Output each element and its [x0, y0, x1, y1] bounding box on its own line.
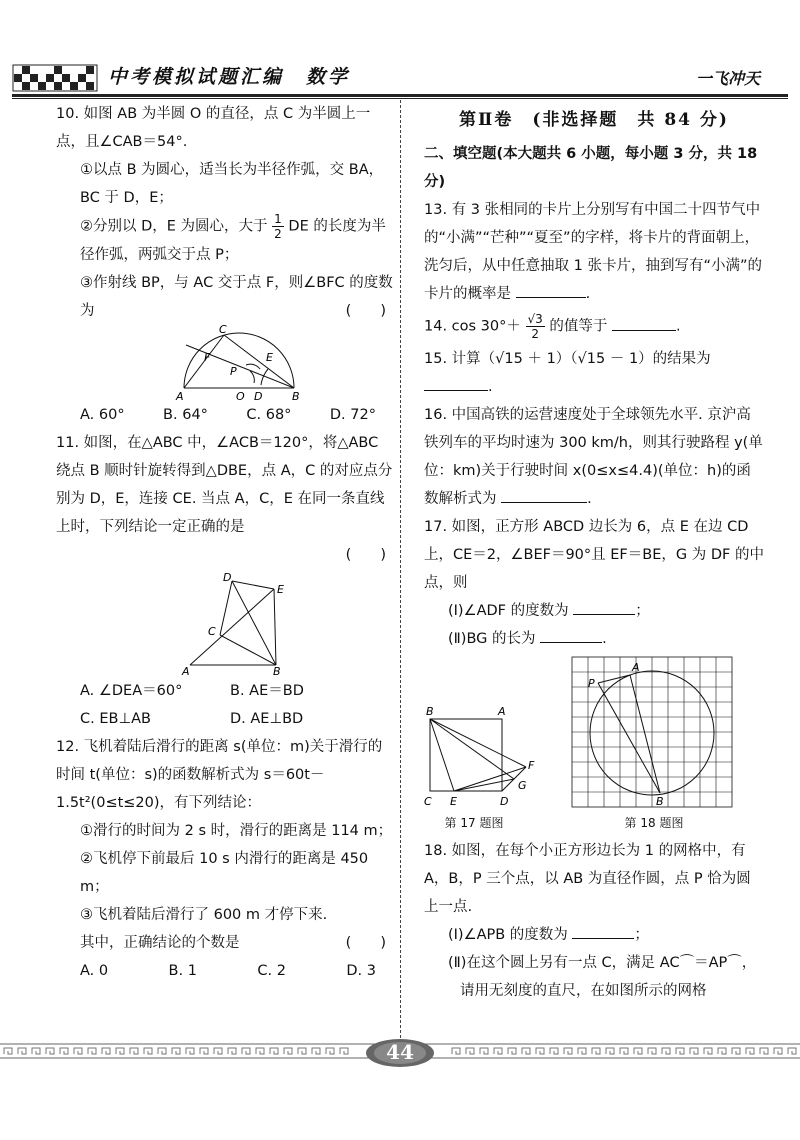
- ornament-key: [774, 1048, 782, 1054]
- q18-stem: 18. 如图，在每个小正方形边长为 1 的网格中，有 A，B，P 三个点，以 AB 为直径作圆，点 P 恰为圆上一点.: [424, 843, 751, 915]
- ornament-key: [746, 1048, 754, 1054]
- q18-label-P: P: [588, 677, 595, 690]
- ornament-key: [648, 1048, 656, 1054]
- q10-choice-b: B. 64°: [163, 407, 208, 423]
- q10-fraction: [272, 212, 284, 241]
- q10-label-D: D: [254, 390, 263, 401]
- q14-pre: 14. cos 30°＋: [424, 318, 521, 335]
- question-13: 13. 有 3 张相同的卡片上分别写有中国二十四节气中的“小满”“芒种”“夏至”的字样，将卡片的背面朝上，洗匀后，从中任意抽取 1 张卡片，抽到写有“小满”的卡片的概率是 .: [424, 202, 762, 302]
- q11-label-D: D: [223, 571, 232, 584]
- ornament-key: [46, 1048, 54, 1054]
- q14-frac-num: √3: [527, 312, 543, 326]
- q18-label-B: B: [656, 795, 664, 808]
- q12-choice-a: A. 0: [80, 963, 109, 979]
- header-brand: 一飞冲天: [695, 69, 760, 88]
- ornament-key: [214, 1048, 222, 1054]
- q17-label-G: G: [518, 779, 527, 792]
- question-18: [424, 837, 764, 1005]
- ornament-key: [690, 1048, 698, 1054]
- q14-fraction: [526, 312, 545, 341]
- q11-choice-c: C. EB⊥AB: [80, 711, 151, 727]
- q10-choices: [56, 401, 396, 429]
- q17-label-E: E: [450, 795, 457, 808]
- column-divider: [400, 100, 402, 1038]
- q12-conclusion-2: ②飞机停下前最后 10 s 内滑行的距离是 450 m；: [80, 851, 369, 895]
- question-11: [56, 429, 396, 733]
- ornament-key: [550, 1048, 558, 1054]
- q17-label-C: C: [424, 795, 432, 808]
- q14-post: 的值等于: [549, 318, 608, 335]
- ornament-key: [760, 1048, 768, 1054]
- ornament-key: [494, 1048, 502, 1054]
- ornament-key: [88, 1048, 96, 1054]
- q17-part1-text: (Ⅰ)∠ADF 的度数为: [448, 603, 569, 619]
- q15-text: 15. 计算（√15 ＋ 1）（√15 － 1）的结果为: [424, 351, 711, 367]
- q12-conclusion-3: ③飞机着陆后滑行了 600 m 才停下来.: [80, 907, 328, 923]
- q10-step1: ①以点 B 为圆心，适当长为半径作弧，交 BA，BC 于 D，E；: [80, 162, 384, 206]
- q10-choice-d: D. 72°: [329, 407, 376, 423]
- q11-label-E: E: [277, 583, 284, 596]
- header-rule-thin: [12, 98, 788, 99]
- q12-choice-c: C. 2: [257, 963, 286, 979]
- ornament-key: [60, 1048, 68, 1054]
- q15-answer-blank[interactable]: [424, 374, 488, 391]
- ornament-key: [284, 1048, 292, 1054]
- ornament-key: [536, 1048, 544, 1054]
- q11-label-C: C: [208, 625, 216, 638]
- q18-caption: 第 18 题图: [624, 816, 684, 830]
- ornament-key: [144, 1048, 152, 1054]
- ornament-key: [326, 1048, 334, 1054]
- ornament-key: [270, 1048, 278, 1054]
- q18-part1-text: (Ⅰ)∠APB 的度数为: [448, 927, 568, 943]
- ornament-key: [186, 1048, 194, 1054]
- q10-frac-num: 1: [274, 212, 282, 226]
- q12-conclusion-1: ①滑行的时间为 2 s 时，滑行的距离是 114 m；: [80, 823, 393, 839]
- question-17: [424, 513, 764, 653]
- ornament-key: [578, 1048, 586, 1054]
- q17-figure-square: [424, 705, 564, 825]
- q17-part2-text: (Ⅱ)BG 的长为: [448, 631, 536, 647]
- left-column: [56, 100, 396, 985]
- q10-label-B: B: [292, 390, 300, 401]
- header-rule: [12, 94, 788, 97]
- ornament-key: [662, 1048, 670, 1054]
- ornament-key: [158, 1048, 166, 1054]
- q17-caption: 第 17 题图: [444, 816, 504, 830]
- q12-choices: [56, 957, 396, 985]
- q10-step3: [56, 269, 396, 325]
- q10-label-E: E: [266, 351, 273, 364]
- q10-step3-text: ③作射线 BP，与 AC 交于点 F，则∠BFC 的度数为: [80, 275, 393, 319]
- q10-label-F: F: [204, 351, 211, 364]
- ornament-key: [116, 1048, 124, 1054]
- q10-frac-den: 2: [274, 227, 282, 241]
- q11-stem: 11. 如图，在△ABC 中，∠ACB＝120°，将△ABC 绕点 B 顺时针旋转得到△DBE，点 A，C 的对应点分别为 D，E，连接 CE. 当点 A，C，E 在同一条直线上时，下列结论一定正确的是: [56, 435, 393, 535]
- ornament-key: [18, 1048, 26, 1054]
- ornament-key: [620, 1048, 628, 1054]
- q18-figure-grid: [568, 653, 736, 813]
- ornament-key: [732, 1048, 740, 1054]
- ornament-key: [452, 1048, 460, 1054]
- ornament-key: [340, 1048, 348, 1054]
- ornament-key: [718, 1048, 726, 1054]
- q10-step2-pre: ②分别以 D，E 为圆心，大于: [80, 218, 268, 235]
- q11-choice-d: D. AE⊥BD: [230, 711, 304, 727]
- q11-choice-a: A. ∠DEA＝60°: [80, 683, 183, 699]
- q11-figure-rotation: [56, 569, 396, 677]
- q10-label-C: C: [219, 325, 227, 336]
- ornament-key: [200, 1048, 208, 1054]
- ornament-key: [592, 1048, 600, 1054]
- q17-part1: (Ⅰ)∠ADF 的度数为 ；: [424, 597, 764, 625]
- ornament-key: [130, 1048, 138, 1054]
- question-14: 14. cos 30°＋ $\frac{√3}{2}$ 的值等于 .: [424, 312, 681, 341]
- ornament-key: [32, 1048, 40, 1054]
- ornament-key: [676, 1048, 684, 1054]
- ornament-key: [228, 1048, 236, 1054]
- ornament-key: [74, 1048, 82, 1054]
- ornament-key: [522, 1048, 530, 1054]
- header-logo-checker: [12, 60, 102, 94]
- q10-stem: 10. 如图 AB 为半圆 O 的直径，点 C 为半圆上一点，且∠CAB＝54°.: [56, 106, 371, 150]
- question-10: [56, 100, 396, 429]
- q11-label-B: B: [273, 665, 281, 677]
- q14-frac-den: 2: [531, 327, 539, 341]
- q10-step2-post: DE 的长度为半径作弧，两弧交于点 P；: [80, 218, 386, 263]
- q10-step2: [56, 212, 396, 269]
- q12-choice-d: D. 3: [346, 963, 376, 979]
- ornament-key: [256, 1048, 264, 1054]
- fill-in-section-heading: 二、填空题(本大题共 6 小题，每小题 3 分，共 18 分): [424, 146, 758, 190]
- ornament-key: [102, 1048, 110, 1054]
- q11-choice-b: B. AE＝BD: [230, 683, 304, 699]
- q11-label-A: A: [182, 665, 190, 677]
- q10-choice-a: A. 60°: [80, 407, 125, 423]
- q14-answer-blank[interactable]: [612, 314, 676, 331]
- q10-label-P: P: [230, 365, 237, 378]
- q10-paren: ( ): [345, 303, 386, 319]
- header-title: 中考模拟试题汇编 数学: [108, 66, 351, 88]
- q10-label-O: O: [236, 390, 245, 401]
- q17-label-D: D: [500, 795, 509, 808]
- q13-answer-blank[interactable]: [516, 281, 586, 298]
- q17-part2-blank[interactable]: [540, 626, 602, 643]
- ornament-key: [4, 1048, 12, 1054]
- question-16: 16. 中国高铁的运营速度处于全球领先水平. 京沪高铁列车的平均时速为 300 km/h，则其行驶路程 y(单位：km)关于行驶时间 x(0≤x≤4.4)(单位：h)的函数解析式为 .: [424, 407, 763, 507]
- question-12: [56, 733, 396, 985]
- q17-stem: 17. 如图，正方形 ABCD 边长为 6，点 E 在边 CD 上，CE＝2，∠BEF＝90°且 EF＝BE，G 为 DF 的中点，则: [424, 519, 764, 591]
- ornament-key: [466, 1048, 474, 1054]
- q10-figure-semicircle: [56, 325, 396, 401]
- question-15: 15. 计算（√15 ＋ 1）（√15 － 1）的结果为 .: [424, 351, 711, 395]
- q17-label-F: F: [528, 759, 535, 772]
- ornament-key: [634, 1048, 642, 1054]
- ornament-key: [242, 1048, 250, 1054]
- q16-text: 16. 中国高铁的运营速度处于全球领先水平. 京沪高铁列车的平均时速为 300 km/h，则其行驶路程 y(单位：km)关于行驶时间 x(0≤x≤4.4)(单位：h)的函数解析式为: [424, 407, 763, 507]
- q18-part3: 请用无刻度的直尺，在如图所示的网格: [460, 983, 707, 999]
- q18-label-A: A: [632, 661, 640, 674]
- ornament-key: [564, 1048, 572, 1054]
- q18-part1: (Ⅰ)∠APB 的度数为 ；: [424, 921, 764, 949]
- q12-ask-text: 其中，正确结论的个数是: [80, 935, 240, 951]
- ornament-key: [298, 1048, 306, 1054]
- q17-part2: (Ⅱ)BG 的长为 .: [424, 625, 764, 653]
- q16-answer-blank[interactable]: [501, 486, 587, 503]
- ornament-key: [788, 1048, 796, 1054]
- ornament-key: [480, 1048, 488, 1054]
- q18-part1-blank[interactable]: [572, 922, 634, 939]
- ornament-key: [172, 1048, 180, 1054]
- ornament-key: [312, 1048, 320, 1054]
- section-ii-title: 第Ⅱ卷 (非选择题 共 84 分): [459, 110, 729, 130]
- q13-text: 13. 有 3 张相同的卡片上分别写有中国二十四节气中的“小满”“芒种”“夏至”的字样，将卡片的背面朝上，洗匀后，从中任意抽取 1 张卡片，抽到写有“小满”的卡片的概率是: [424, 202, 762, 302]
- q18-part2: (Ⅱ)在这个圆上另有一点 C，满足 AC⌒＝AP⌒，: [448, 955, 757, 971]
- q17-label-B: B: [426, 705, 434, 718]
- ornament-key: [508, 1048, 516, 1054]
- ornament-key: [704, 1048, 712, 1054]
- q12-ask: [56, 929, 396, 957]
- figures-row: [424, 653, 764, 837]
- q17-label-A: A: [498, 705, 506, 718]
- right-column: [424, 100, 764, 1005]
- q12-choice-b: B. 1: [168, 963, 197, 979]
- q10-choice-c: C. 68°: [246, 407, 292, 423]
- q10-label-A: A: [176, 390, 184, 401]
- ornament-key: [606, 1048, 614, 1054]
- page-number: 44: [386, 1040, 414, 1064]
- q12-paren: ( ): [345, 935, 386, 951]
- q17-part1-blank[interactable]: [573, 598, 635, 615]
- q12-stem: 12. 飞机着陆后滑行的距离 s(单位：m)关于滑行的时间 t(单位：s)的函数解析式为 s＝60t－1.5t²(0≤t≤20)，有下列结论：: [56, 739, 383, 811]
- q11-paren: ( ): [345, 547, 386, 563]
- q11-choices: [56, 677, 396, 733]
